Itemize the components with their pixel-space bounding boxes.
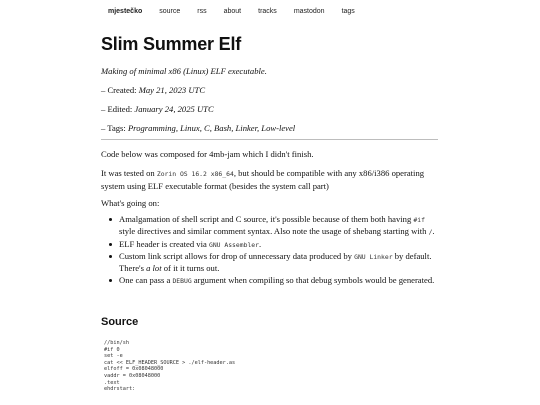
post-subtitle xyxy=(101,66,267,76)
edited-date: January 24, 2025 UTC xyxy=(134,104,214,114)
post-subtitle-text: Making of minimal x86 (Linux) ELF executable. xyxy=(101,66,267,76)
whats-going-on: What's going on: xyxy=(101,198,160,208)
li1-text-a: Amalgamation of shell script and C source, it's possible because of them both having xyxy=(119,214,414,224)
li3-text-b: by default. There's xyxy=(119,250,432,274)
li1-text-c: . xyxy=(432,226,435,237)
li1-code-if: #if xyxy=(413,216,425,224)
tags-list[interactable]: Programming, Linux, C, Bash, Linker, Low-level xyxy=(127,123,296,133)
li2-text-a: ELF header is created via xyxy=(119,238,209,249)
intro-paragraph: Code below was composed for 4mb-jam which I didn't finish. xyxy=(101,149,314,159)
os-code: Zorin OS 16.2 x86_64 xyxy=(156,170,234,178)
tested-paragraph xyxy=(101,168,441,192)
source-heading: Source xyxy=(101,316,139,328)
nav-link-about[interactable]: about xyxy=(223,8,242,15)
created-date: May 21, 2023 UTC xyxy=(138,85,206,95)
source-code-block[interactable]: //bin/sh #if 0 set -e cat << ELF_HEADER_SOURCE > ./elf-header.as elfoff = 0x08048000 vaddr = 0x08048000 .text ehdrstart: xyxy=(104,340,236,393)
edited-line xyxy=(101,104,214,114)
divider xyxy=(101,139,438,140)
list-item xyxy=(101,251,441,274)
page-title: Slim Summer Elf xyxy=(101,34,242,54)
list-item xyxy=(101,214,441,238)
nav-link-tags[interactable]: tags xyxy=(341,8,355,15)
nav-link-source[interactable]: source xyxy=(159,8,181,15)
nav-link-rss[interactable]: rss xyxy=(197,8,207,15)
top-nav xyxy=(108,8,355,20)
tags-line xyxy=(101,123,295,133)
list-item xyxy=(101,239,441,251)
li4-code: DEBUG xyxy=(172,276,192,285)
li4-text-b: argument when compiling so that debug symbols would be generated. xyxy=(191,274,435,285)
feature-list xyxy=(101,214,441,287)
tested-text-a: It was tested on xyxy=(101,168,157,178)
li3-emphasis: a lot xyxy=(146,263,162,274)
tags-label: – Tags: xyxy=(101,123,128,133)
created-label: – Created: xyxy=(101,85,139,95)
nav-brand-link[interactable]: mjestečko xyxy=(108,8,143,15)
li3-text-c: of it it turns out. xyxy=(161,263,220,274)
li2-code: GNU Assembler xyxy=(208,240,259,249)
li2-text-b: . xyxy=(259,238,262,249)
edited-label: – Edited: xyxy=(101,104,135,114)
tested-text-b: , but should be compatible with any x86/i386 operating system using ELF executable format (besides the system call part) xyxy=(101,168,425,191)
li3-text-a: Custom link script allows for drop of unnecessary data produced by xyxy=(119,250,355,261)
li3-code: GNU Linker xyxy=(354,252,393,261)
created-line xyxy=(101,85,205,95)
li1-code-slash: / xyxy=(428,228,433,237)
nav-link-tracks[interactable]: tracks xyxy=(258,8,277,15)
nav-link-mastodon[interactable]: mastodon xyxy=(293,8,325,15)
list-item xyxy=(101,275,441,287)
li4-text-a: One can pass a xyxy=(119,274,173,285)
li1-text-b: style directives and similar comment syntax. Also note the usage of shebang starting with xyxy=(119,226,429,237)
